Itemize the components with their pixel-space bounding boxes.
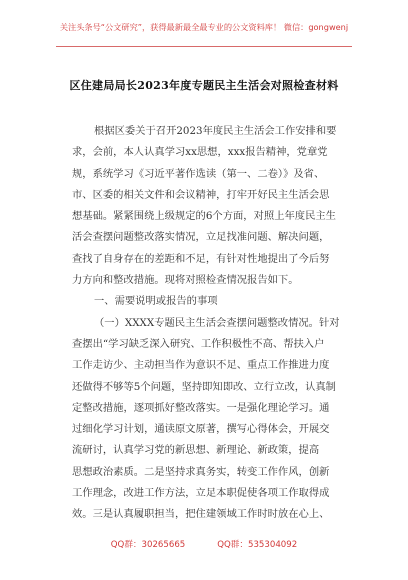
body-line: 查摆出“学习缺乏深入研究、工作积极性不高、帮扶入户 <box>72 337 325 350</box>
body-line: 思想政治素质。二是坚持求真务实，转变工作作风，创新 <box>72 465 330 478</box>
document-body <box>72 121 344 526</box>
body-line: 过细化学习计划，通读原文原著，撰写心得体会，开展交 <box>72 423 330 436</box>
body-line: 规，系统学习《习近平著作选读（第一、二卷）》及省、 <box>72 167 325 180</box>
header-divider <box>56 46 352 47</box>
body-line: 市、区委的相关文件和会议精神，打牢开好民主生活会思 <box>72 188 330 201</box>
footer <box>0 538 408 550</box>
header-banner: 关注头条号“公文研究”，获得最新最全最专业的公文资料库！ 微信：gongwenj <box>59 22 349 32</box>
body-line: 求，会前，本人认真学习xx思想，xxx报告精神，党章党 <box>72 146 328 159</box>
body-line: 效。三是认真履职担当，把住建领域工作时时放在心上、 <box>72 508 330 521</box>
body-line: 还做得不够等5个问题，坚持即知即改、立行立改，认真制 <box>72 380 336 393</box>
section-heading: 一、需要说明或报告的事项 <box>94 295 218 308</box>
body-line: 查找了自身存在的差距和不足，有针对性地提出了今后努 <box>72 252 330 265</box>
body-line: 工作理念，改进工作方法，立足本职促使各项工作取得成 <box>72 487 330 500</box>
body-line: 想基础。紧紧围绕上级规定的6个方面，对照上年度民主生 <box>72 210 336 223</box>
body-line: 活会查摆问题整改落实情况，立足找准问题、解决问题， <box>72 231 330 244</box>
body-line: 力方向和整改措施。现将对照检查情况报告如下。 <box>72 274 299 287</box>
body-line: 工作走访少、主动担当作为意识不足、重点工作推进力度 <box>72 359 330 372</box>
body-line: （一）XXXX专题民主生活会查摆问题整改情况。针对 <box>94 316 340 329</box>
footer-qq-group-1: QQ群：30265665 <box>110 540 186 550</box>
body-line: 根据区委关于召开2023年度民主生活会工作安排和要 <box>94 125 337 137</box>
document-title: 区住建局局长2023年度专题民主生活会对照检查材料 <box>69 79 339 92</box>
footer-qq-group-2: QQ群：535304092 <box>217 540 298 550</box>
body-line: 定整改措施，逐项抓好整改落实。一是强化理论学习。通 <box>72 401 330 414</box>
body-line: 流研讨，认真学习党的新思想、新理论、新政策，提高 <box>72 444 320 457</box>
